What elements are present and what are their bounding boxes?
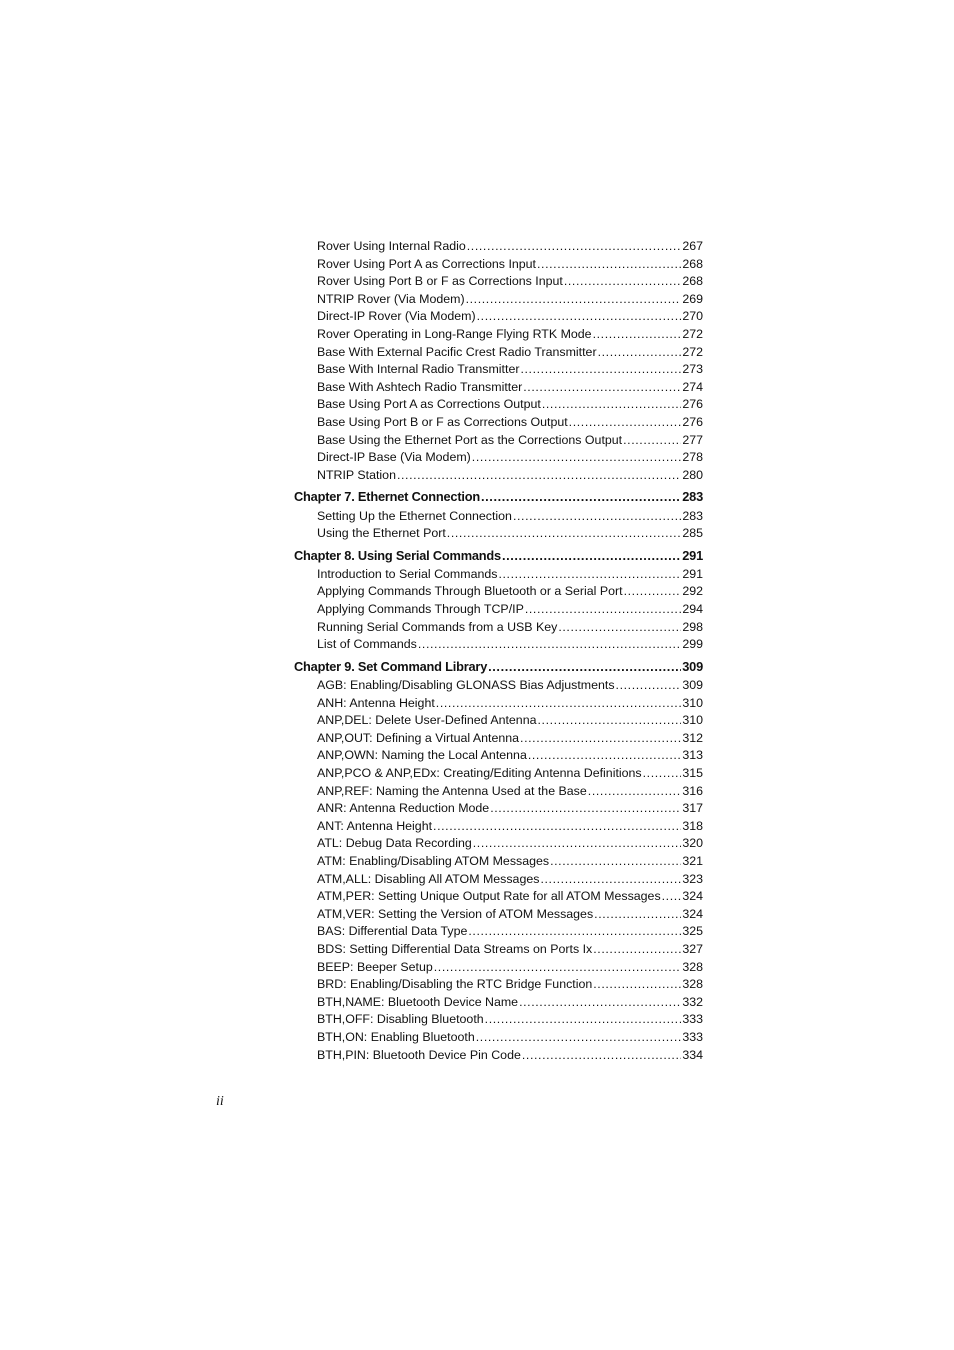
toc-page-number: 334 [682, 1047, 703, 1062]
dot-leader [498, 566, 681, 584]
toc-page-number: 280 [682, 467, 703, 482]
toc-title: Introduction to Serial Commands [317, 566, 498, 581]
toc-page-number: 267 [682, 239, 703, 253]
dot-leader [485, 1011, 682, 1029]
toc-page-number: 328 [682, 959, 703, 974]
toc-entry[interactable] [294, 747, 703, 765]
toc-title: Chapter 9. Set Command Library [294, 658, 488, 674]
toc-page-number: 292 [682, 584, 703, 599]
toc-page-number: 333 [682, 1012, 703, 1027]
toc-title: Base Using Port B or F as Corrections Output [317, 414, 568, 429]
dot-leader [528, 747, 681, 765]
toc-page-number: 274 [682, 379, 703, 394]
dot-leader [466, 291, 682, 309]
dot-leader [564, 273, 681, 291]
dot-leader [472, 449, 682, 467]
toc-title: Rover Using Port B or F as Corrections Input [317, 274, 563, 289]
toc-entry[interactable] [294, 677, 703, 695]
toc-entry[interactable] [294, 308, 703, 326]
toc-entry[interactable] [294, 941, 703, 959]
toc-title: ANP,REF: Naming the Antenna Used at the Base [317, 783, 587, 798]
dot-leader [542, 396, 681, 414]
toc-entry[interactable] [294, 1047, 703, 1065]
toc-entry[interactable] [294, 853, 703, 871]
toc-title: AGB: Enabling/Disabling GLONASS Bias Adjustments [317, 678, 615, 693]
toc-title: BTH,PIN: Bluetooth Device Pin Code [317, 1047, 521, 1062]
toc-title: Base With External Pacific Crest Radio Transmitter [317, 344, 597, 359]
toc-entry[interactable] [294, 923, 703, 941]
dot-leader [616, 677, 682, 695]
toc-title: Rover Operating in Long-Range Flying RTK Mode [317, 326, 592, 341]
dot-leader [502, 547, 681, 565]
toc-title: ANT: Antenna Height [317, 818, 433, 833]
toc-page-number: 333 [682, 1029, 703, 1044]
toc-title: Chapter 7. Ethernet Connection [294, 489, 480, 505]
page-number: ii [216, 1094, 224, 1109]
dot-leader [525, 601, 681, 619]
toc-page-number: 291 [682, 547, 703, 563]
toc-entry[interactable] [294, 695, 703, 713]
toc-page-number: 276 [682, 397, 703, 412]
toc-title: ANH: Antenna Height [317, 695, 435, 710]
dot-leader [488, 658, 681, 676]
toc-page-number: 273 [682, 362, 703, 377]
dot-leader [588, 783, 682, 801]
toc-entry[interactable] [294, 467, 703, 485]
toc-entry[interactable] [294, 256, 703, 274]
toc-title: BEEP: Beeper Setup [317, 959, 433, 974]
toc-entry[interactable] [294, 976, 703, 994]
toc-entry[interactable] [294, 273, 703, 291]
toc-entry[interactable] [294, 449, 703, 467]
dot-leader [558, 619, 681, 637]
toc-page-number: 268 [682, 256, 703, 271]
toc-title: ATM,ALL: Disabling All ATOM Messages [317, 871, 540, 886]
toc-title: ATM,VER: Setting the Version of ATOM Messages [317, 906, 594, 921]
toc-entry[interactable] [294, 994, 703, 1012]
toc-entry[interactable] [294, 730, 703, 748]
dot-leader [662, 888, 682, 906]
toc-title: Direct-IP Rover (Via Modem) [317, 309, 476, 324]
toc-page-number: 309 [682, 658, 703, 674]
toc-chapter-heading[interactable] [294, 658, 703, 676]
toc-title: ANP,OWN: Naming the Local Antenna [317, 748, 527, 763]
toc-page-number: 310 [682, 695, 703, 710]
toc-entry[interactable] [294, 765, 703, 783]
toc-entry[interactable] [294, 712, 703, 730]
dot-leader [624, 583, 682, 601]
toc-page-number: 272 [682, 344, 703, 359]
toc-page-number: 327 [682, 941, 703, 956]
toc-title: NTRIP Rover (Via Modem) [317, 291, 465, 306]
toc-entry[interactable] [294, 238, 703, 256]
toc-entry[interactable] [294, 636, 703, 654]
toc-page-number: 332 [682, 994, 703, 1009]
dot-leader [593, 326, 682, 344]
toc-title: BTH,ON: Enabling Bluetooth [317, 1029, 475, 1044]
toc-entry[interactable] [294, 344, 703, 362]
toc-entry[interactable] [294, 959, 703, 977]
toc-entry[interactable] [294, 888, 703, 906]
toc-title: BDS: Setting Differential Data Streams on Ports Ix [317, 941, 593, 956]
toc-title: ANR: Antenna Reduction Mode [317, 801, 490, 816]
toc-page-number: 325 [682, 924, 703, 939]
toc-entry[interactable] [294, 414, 703, 432]
toc-entry[interactable] [294, 835, 703, 853]
toc-page-number: 285 [682, 526, 703, 541]
dot-leader [538, 712, 682, 730]
toc-page-number: 315 [682, 766, 703, 780]
dot-leader [447, 525, 682, 543]
toc-entry[interactable] [294, 619, 703, 637]
toc-entry[interactable] [294, 583, 703, 601]
toc-title: Rover Using Port A as Corrections Input [317, 256, 537, 271]
dot-leader [477, 308, 682, 326]
toc-title: ANP,OUT: Defining a Virtual Antenna [317, 730, 520, 745]
toc-title: Rover Using Internal Radio [317, 239, 466, 253]
dot-leader [522, 1047, 681, 1065]
dot-leader [569, 414, 682, 432]
toc-chapter-heading[interactable] [294, 488, 703, 506]
toc-title: ANP,DEL: Delete User-Defined Antenna [317, 713, 537, 728]
toc-entry[interactable] [294, 566, 703, 584]
toc-entry[interactable] [294, 783, 703, 801]
toc-page-number: 268 [682, 274, 703, 289]
toc-entry[interactable] [294, 525, 703, 543]
toc-title: ATM: Enabling/Disabling ATOM Messages [317, 853, 550, 868]
dot-leader [433, 818, 681, 836]
toc-page-number: 323 [682, 871, 703, 886]
toc-page-number: 291 [682, 566, 703, 581]
dot-leader [623, 432, 681, 450]
toc-title: Chapter 8. Using Serial Commands [294, 547, 501, 563]
dot-leader [523, 379, 681, 397]
dot-leader [519, 994, 681, 1012]
dot-leader [550, 853, 681, 871]
toc-title: Setting Up the Ethernet Connection [317, 508, 512, 523]
toc-title: Running Serial Commands from a USB Key [317, 619, 558, 634]
dot-leader [481, 488, 681, 506]
toc-page-number: 278 [682, 450, 703, 465]
dot-leader [537, 256, 681, 274]
dot-leader [593, 976, 681, 994]
toc-entry[interactable] [294, 361, 703, 379]
toc-entry[interactable] [294, 291, 703, 309]
toc-page-number: 316 [682, 783, 703, 798]
toc-page-number: 276 [682, 414, 703, 429]
toc-title: Direct-IP Base (Via Modem) [317, 450, 471, 465]
dot-leader [520, 730, 681, 748]
toc-entry[interactable] [294, 818, 703, 836]
toc-page-number: 269 [682, 291, 703, 306]
dot-leader [593, 941, 681, 959]
dot-leader [513, 508, 681, 526]
toc-title: Base With Ashtech Radio Transmitter [317, 379, 523, 394]
toc-page-number: 328 [682, 977, 703, 992]
dot-leader [476, 1029, 682, 1047]
toc-entry[interactable] [294, 1029, 703, 1047]
toc-page-number: 317 [682, 801, 703, 816]
toc-title: Base Using the Ethernet Port as the Corrections Output [317, 432, 623, 447]
toc-entry[interactable] [294, 800, 703, 818]
toc-page-number: 321 [682, 853, 703, 868]
toc-title: Applying Commands Through TCP/IP [317, 602, 524, 617]
dot-leader [473, 835, 682, 853]
dot-leader [490, 800, 681, 818]
toc-page-number: 309 [682, 678, 703, 693]
toc-page-number: 299 [682, 637, 703, 652]
dot-leader [468, 923, 681, 941]
toc-page-number: 324 [682, 906, 703, 921]
toc-page-number: 272 [682, 326, 703, 341]
toc-title: Using the Ethernet Port [317, 526, 446, 541]
dot-leader [436, 695, 682, 713]
toc-title: BAS: Differential Data Type [317, 924, 468, 939]
dot-leader [434, 959, 682, 977]
toc-page-number: 310 [682, 713, 703, 728]
toc-page-number: 318 [682, 818, 703, 833]
toc-entry[interactable] [294, 326, 703, 344]
table-of-contents [294, 238, 703, 1064]
dot-leader [594, 906, 681, 924]
toc-page-number: 313 [682, 748, 703, 763]
toc-page-number: 283 [682, 508, 703, 523]
dot-leader [418, 636, 681, 654]
dot-leader [540, 871, 681, 889]
toc-title: BRD: Enabling/Disabling the RTC Bridge Function [317, 977, 593, 992]
toc-page-number: 277 [682, 432, 703, 447]
toc-title: Applying Commands Through Bluetooth or a Serial Port [317, 584, 623, 599]
toc-page-number: 312 [682, 730, 703, 745]
toc-entry[interactable] [294, 432, 703, 450]
toc-entry[interactable] [294, 396, 703, 414]
toc-title: ATM,PER: Setting Unique Output Rate for all ATOM Messages [317, 889, 661, 904]
dot-leader [643, 765, 682, 783]
toc-entry[interactable] [294, 871, 703, 889]
toc-title: Base With Internal Radio Transmitter [317, 362, 520, 377]
toc-title: List of Commands [317, 637, 417, 652]
toc-entry[interactable] [294, 508, 703, 526]
toc-title: BTH,OFF: Disabling Bluetooth [317, 1012, 484, 1027]
toc-page-number: 324 [682, 889, 703, 904]
dot-leader [598, 344, 682, 362]
dot-leader [520, 361, 681, 379]
toc-page-number: 298 [682, 619, 703, 634]
toc-entry[interactable] [294, 601, 703, 619]
toc-title: ATL: Debug Data Recording [317, 836, 472, 851]
toc-title: ANP,PCO & ANP,EDx: Creating/Editing Antenna Definitions [317, 766, 642, 780]
toc-entry[interactable] [294, 1011, 703, 1029]
toc-title: Base Using Port A as Corrections Output [317, 397, 541, 412]
toc-page-number: 270 [682, 309, 703, 324]
dot-leader [397, 467, 681, 485]
toc-page-number: 294 [682, 602, 703, 617]
toc-page-number: 283 [682, 489, 703, 505]
toc-entry[interactable] [294, 379, 703, 397]
toc-page-number: 320 [682, 836, 703, 851]
toc-chapter-heading[interactable] [294, 547, 703, 565]
toc-entry[interactable] [294, 906, 703, 924]
toc-title: NTRIP Station [317, 467, 396, 482]
dot-leader [467, 238, 682, 256]
toc-title: BTH,NAME: Bluetooth Device Name [317, 994, 519, 1009]
